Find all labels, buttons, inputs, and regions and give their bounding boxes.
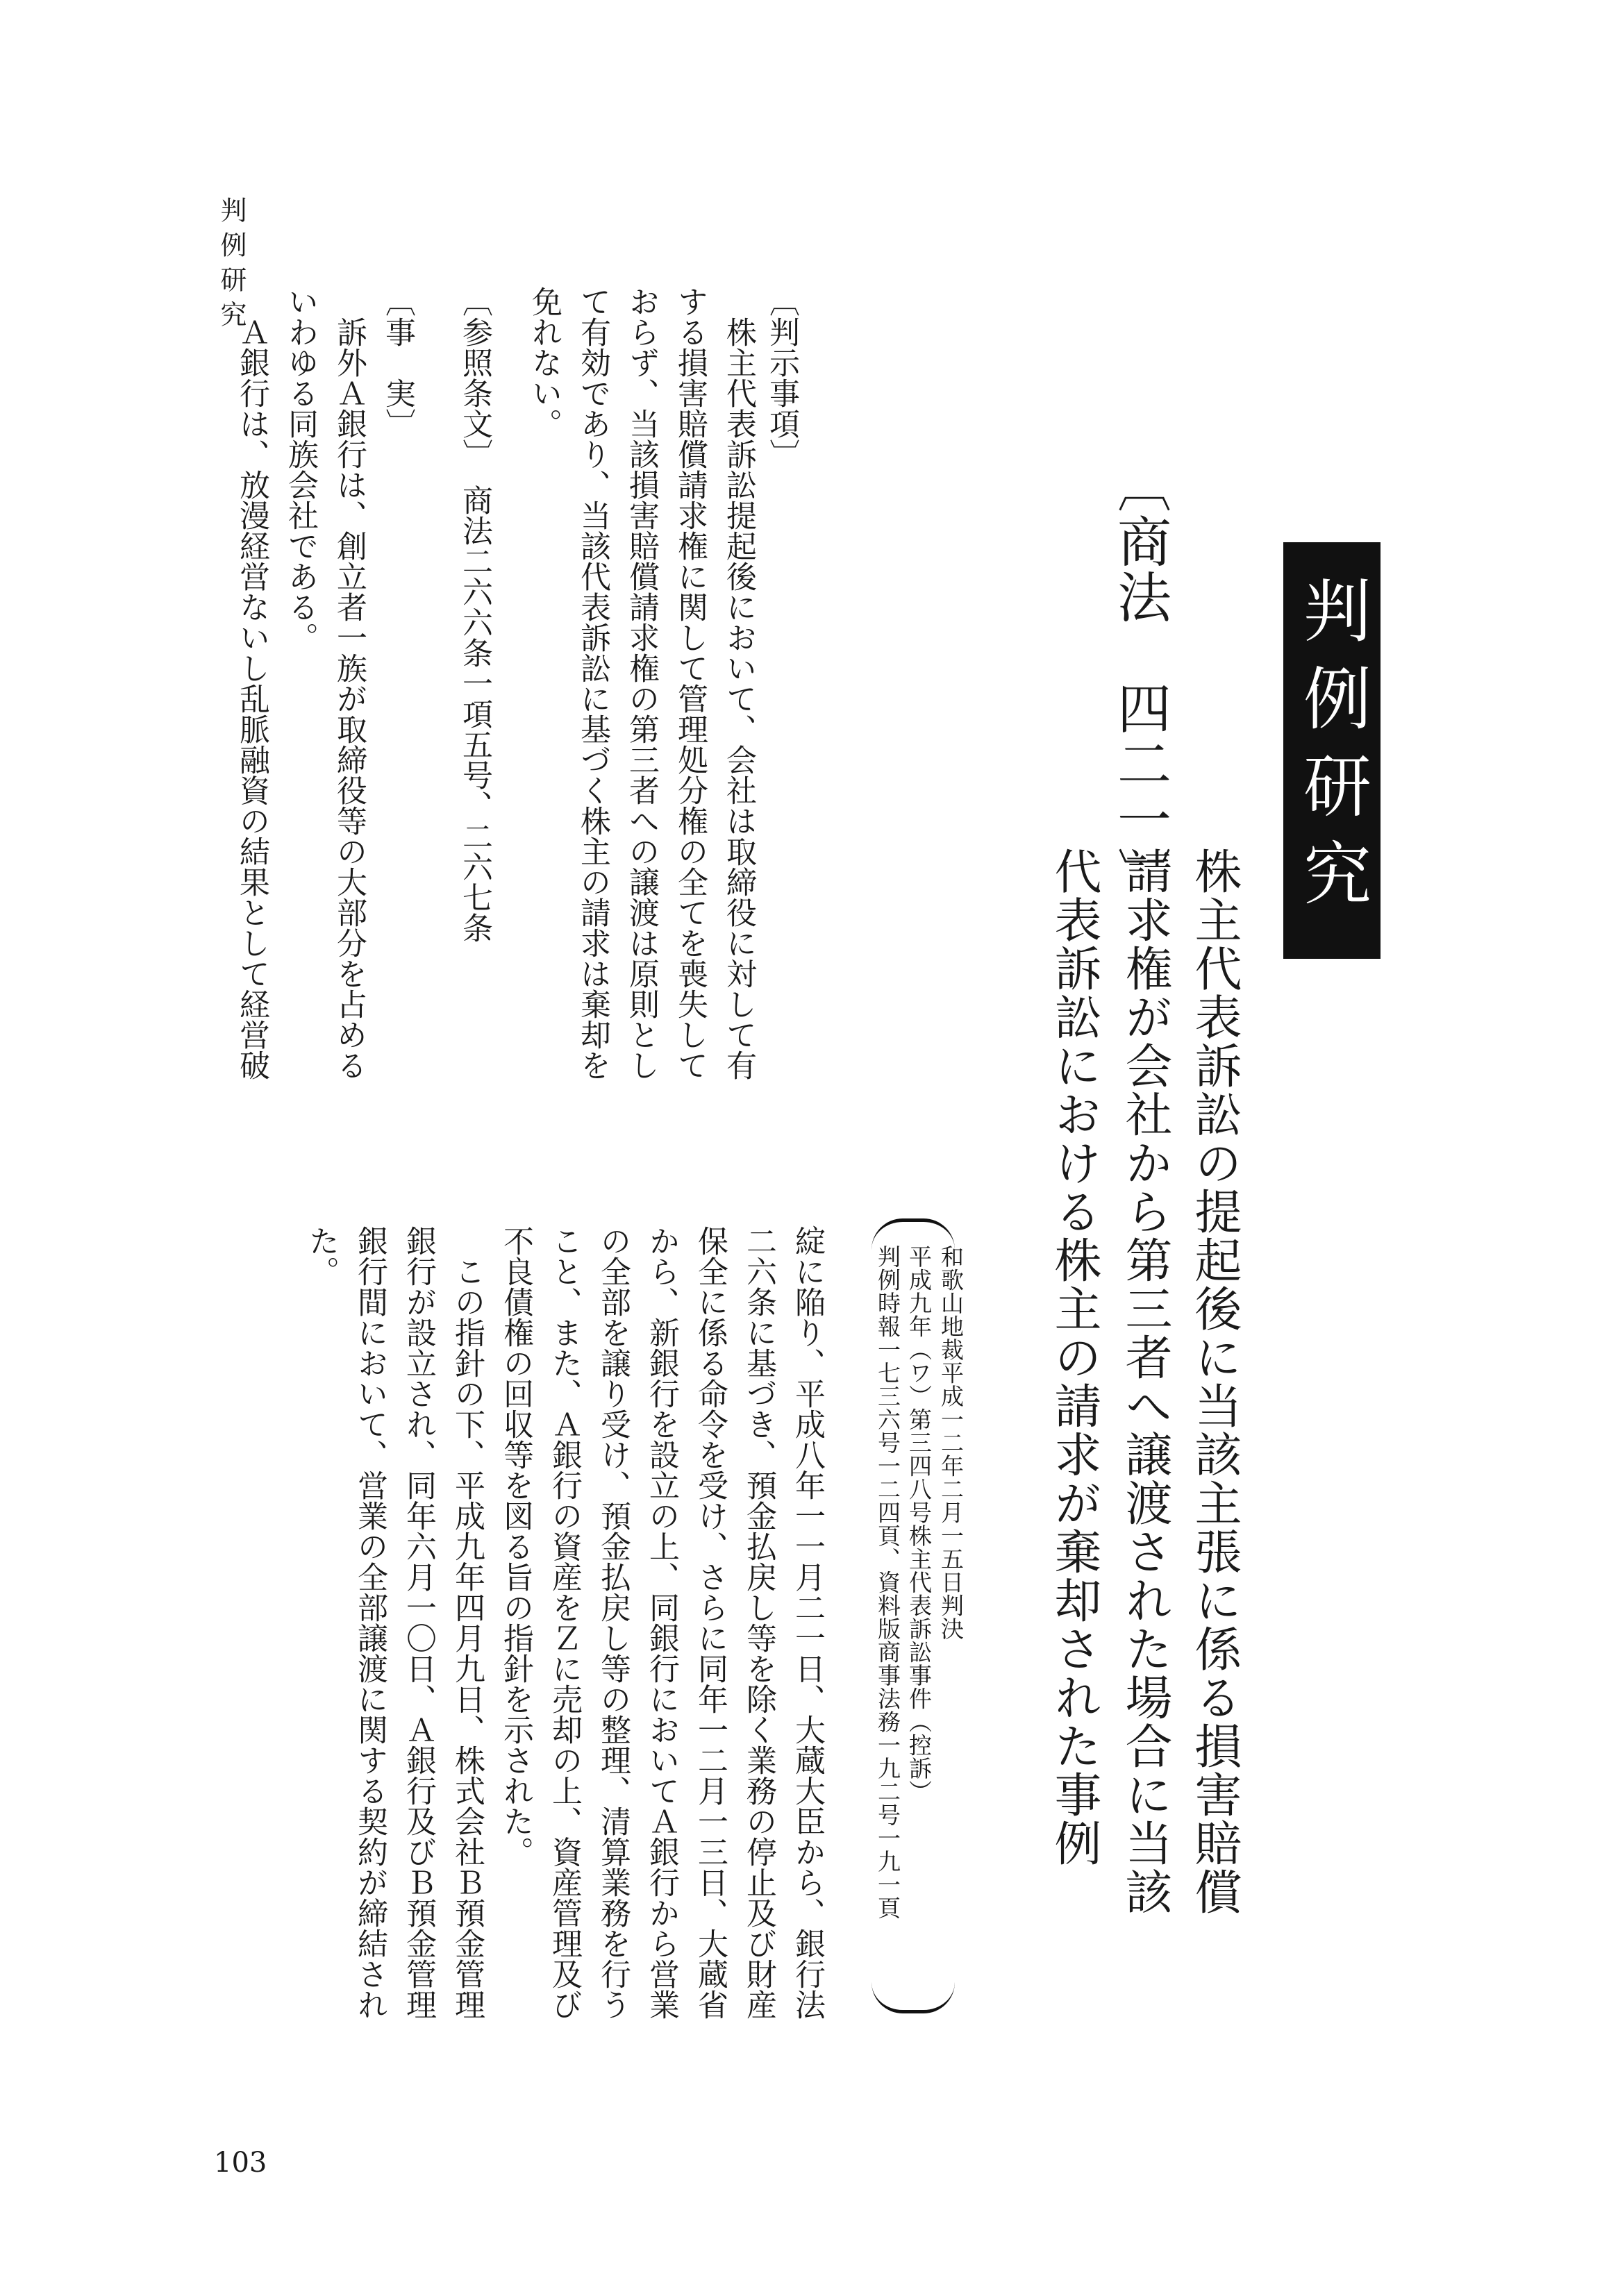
body-column: こと、また、Ａ銀行の資産をＺに売却の上、資産管理及び bbox=[547, 1225, 582, 2020]
case-category: 〔商法 四二一〕 bbox=[1108, 458, 1171, 903]
body-column: 訴外Ａ銀行は、創立者一族が取締役等の大部分を占める bbox=[331, 286, 367, 1080]
heading-holding: 〔判示事項〕 bbox=[764, 286, 799, 469]
source-line-3: 判例時報一七三六号一二四頁、資料版商事法務一九二号一九一頁 bbox=[874, 1245, 901, 1920]
body-column: から、新銀行を設立の上、同銀行においてＡ銀行から営業 bbox=[644, 1225, 679, 2020]
body-column: の全部を譲り受け、預金払戻し等の整理、清算業務を行う bbox=[595, 1225, 631, 2020]
body-column: 免れない。 bbox=[526, 286, 562, 439]
case-title-line-3: 代表訴訟における株主の請求が棄却された事例 bbox=[1046, 847, 1101, 1868]
body-column: て有効であり、当該代表訴訟に基づく株主の請求は棄却を bbox=[575, 286, 610, 1080]
body-column: 不良債権の回収等を図る旨の指針を示された。 bbox=[498, 1225, 533, 1867]
body-column: 株主代表訴訟提起後において、会社は取締役に対して有 bbox=[721, 286, 756, 1080]
case-title-line-2: 請求権が会社から第三者へ譲渡された場合に当該 bbox=[1117, 847, 1172, 1916]
body-column: 保全に係る命令を受け、さらに同年一二月一三日、大蔵省 bbox=[692, 1225, 728, 2020]
body-column: Ａ銀行は、放漫経営ないし乱脈融資の結果として経営破 bbox=[234, 286, 269, 1080]
body-column: おらず、当該損害賠償請求権の第三者への譲渡は原則とし bbox=[624, 286, 659, 1080]
body-column: 銀行が設立され、同年六月一〇日、Ａ銀行及びＢ預金管理 bbox=[401, 1225, 436, 2020]
heading-facts: 〔事 実〕 bbox=[380, 286, 415, 439]
heading-references: 〔参照条文〕 商法二六六条一項五号、二六七条 bbox=[457, 286, 492, 943]
page-number: 103 bbox=[214, 2147, 267, 2179]
body-column: た。 bbox=[303, 1225, 339, 1287]
body-column: いわゆる同族会社である。 bbox=[283, 286, 318, 653]
body-column: 銀行間において、営業の全部譲渡に関する契約が締結され bbox=[352, 1225, 387, 2020]
running-head: 判例研究 bbox=[216, 196, 247, 335]
source-line-1: 和歌山地裁平成一二年二月一五日判決 bbox=[937, 1245, 965, 1641]
source-bracket-close bbox=[871, 1982, 955, 2013]
source-line-2: 平成九年（ワ）第三四八号株主代表訴訟事件（控訴） bbox=[906, 1245, 933, 1803]
body-column: 綻に陥り、平成八年一一月二一日、大蔵大臣から、銀行法 bbox=[790, 1225, 825, 2020]
section-badge: 判例研究 bbox=[1283, 542, 1381, 959]
body-column: する損害賠償請求権に関して管理処分権の全てを喪失して bbox=[672, 286, 708, 1080]
body-column: この指針の下、平成九年四月九日、株式会社Ｂ預金管理 bbox=[449, 1225, 485, 2020]
case-title-line-1: 株主代表訴訟の提起後に当該主張に係る損害賠償 bbox=[1187, 847, 1242, 1916]
body-column: 二六条に基づき、預金払戻し等を除く業務の停止及び財産 bbox=[741, 1225, 776, 2020]
